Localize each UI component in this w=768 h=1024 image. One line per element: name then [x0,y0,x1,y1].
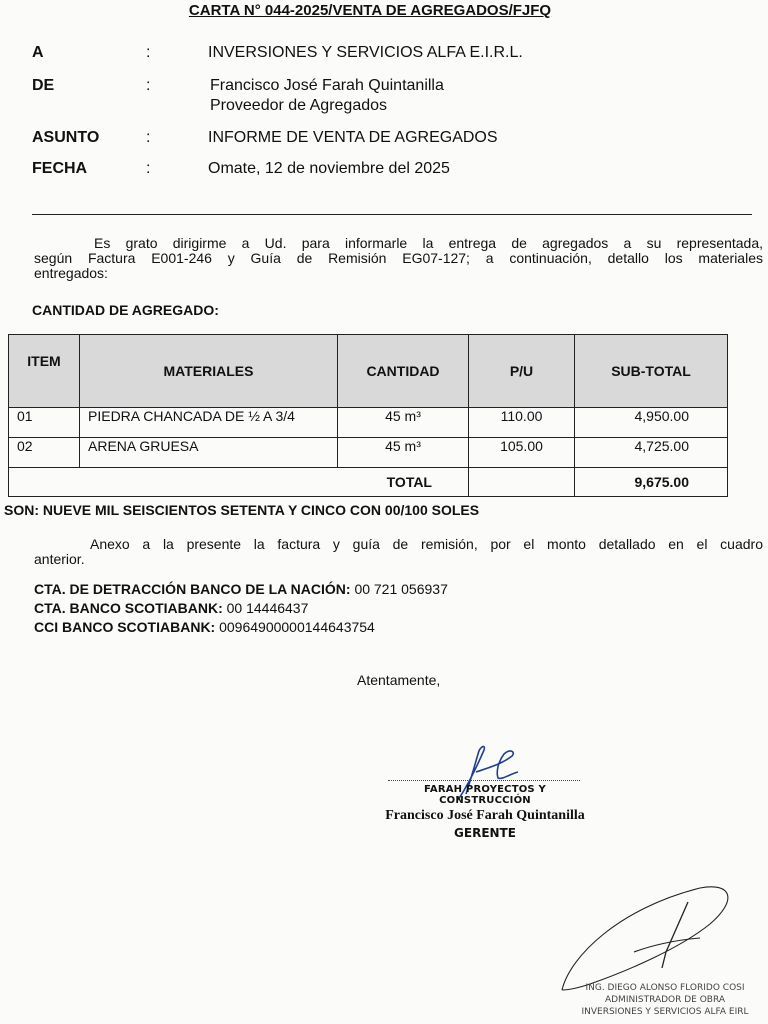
receiver-stamp-company: INVERSIONES Y SERVICIOS ALFA EIRL [581,1007,749,1017]
intro-line-1: Es grato dirigirme a Ud. para informarle la entrega de agregados a su representada, [94,235,763,251]
header-cantidad: CANTIDAD [338,335,469,408]
from-label: DE [32,77,55,94]
table-row [9,408,728,438]
document-title: CARTA N° 044-2025/VENTA DE AGREGADOS/FJFQ [188,2,552,19]
account-scotiabank-value: 00 14446437 [226,600,309,616]
receiver-stamp-name: ING. DIEGO ALONSO FLORIDO COSI [585,983,745,993]
account-scotiabank-label: CTA. BANCO SCOTIABANK: [34,600,223,616]
cell-material: PIEDRA CHANCADA DE ½ A 3/4 [80,408,338,438]
cell-pu: 110.00 [469,408,575,438]
subject-value: INFORME DE VENTA DE AGREGADOS [208,129,498,146]
subject-label: ASUNTO [32,129,100,146]
account-detraccion [34,581,448,597]
signature-block [380,784,590,840]
cell-subtotal: 4,725.00 [575,438,728,468]
cell-item: 01 [9,408,80,438]
intro-paragraph [34,236,763,281]
total-label: TOTAL [9,468,469,497]
header-item: ITEM [9,335,80,408]
account-detraccion-value: 00 721 056937 [354,581,448,597]
annex-line-2: anterior. [34,551,85,567]
date-value: Omate, 12 de noviembre del 2025 [208,160,450,177]
closing-text: Atentamente, [357,672,441,688]
signature-name: Francisco José Farah Quintanilla [385,808,585,823]
signature-company: FARAH PROYECTOS Y CONSTRUCCIÓN [424,784,546,806]
receiver-stamp [570,982,760,1018]
account-cci-label: CCI BANCO SCOTIABANK: [34,619,216,635]
from-value-role: Proveedor de Agregados [210,97,388,114]
header-pu: P/U [469,335,575,408]
account-scotiabank [34,600,308,616]
to-value: INVERSIONES Y SERVICIOS ALFA E.I.R.L. [208,44,523,61]
amount-in-words: SON: NUEVE MIL SEISCIENTOS SETENTA Y CINCO CON 00/100 SOLES [4,502,480,518]
table-total-row [9,468,728,497]
account-cci-value: 00964900000144643754 [219,619,375,635]
annex-paragraph [34,537,763,567]
intro-line-3: entregados: [34,265,108,281]
annex-line-1: Anexo a la presente la factura y guía de remisión, por el monto detallado en el cuadro [90,536,763,552]
total-value: 9,675.00 [575,468,728,497]
header-divider [32,214,752,215]
account-detraccion-label: CTA. DE DETRACCIÓN BANCO DE LA NACIÓN: [34,581,351,597]
intro-line-2: según Factura E001-246 y Guía de Remisión EG07-127; a continuación, detallo los materiales [34,250,763,266]
account-cci [34,619,375,635]
cell-material: ARENA GRUESA [80,438,338,468]
section-heading: CANTIDAD DE AGREGADO: [32,302,219,318]
cell-cantidad: 45 m³ [338,408,469,438]
total-spacer [469,468,575,497]
cell-item: 02 [9,438,80,468]
to-colon: : [146,44,151,61]
subject-colon: : [146,129,151,146]
signature-role: GERENTE [454,826,516,840]
date-colon: : [146,160,151,177]
header-subtotal: SUB-TOTAL [575,335,728,408]
header-materiales: MATERIALES [80,335,338,408]
date-label: FECHA [32,160,88,177]
table-header-row [9,335,728,408]
from-value-name: Francisco José Farah Quintanilla [210,77,444,94]
cell-subtotal: 4,950.00 [575,408,728,438]
to-label: A [32,44,44,61]
receiver-stamp-role: ADMINISTRADOR DE OBRA [604,995,726,1005]
table-row [9,438,728,468]
cell-pu: 105.00 [469,438,575,468]
materials-table [8,334,728,497]
from-colon: : [146,77,151,94]
cell-cantidad: 45 m³ [338,438,469,468]
